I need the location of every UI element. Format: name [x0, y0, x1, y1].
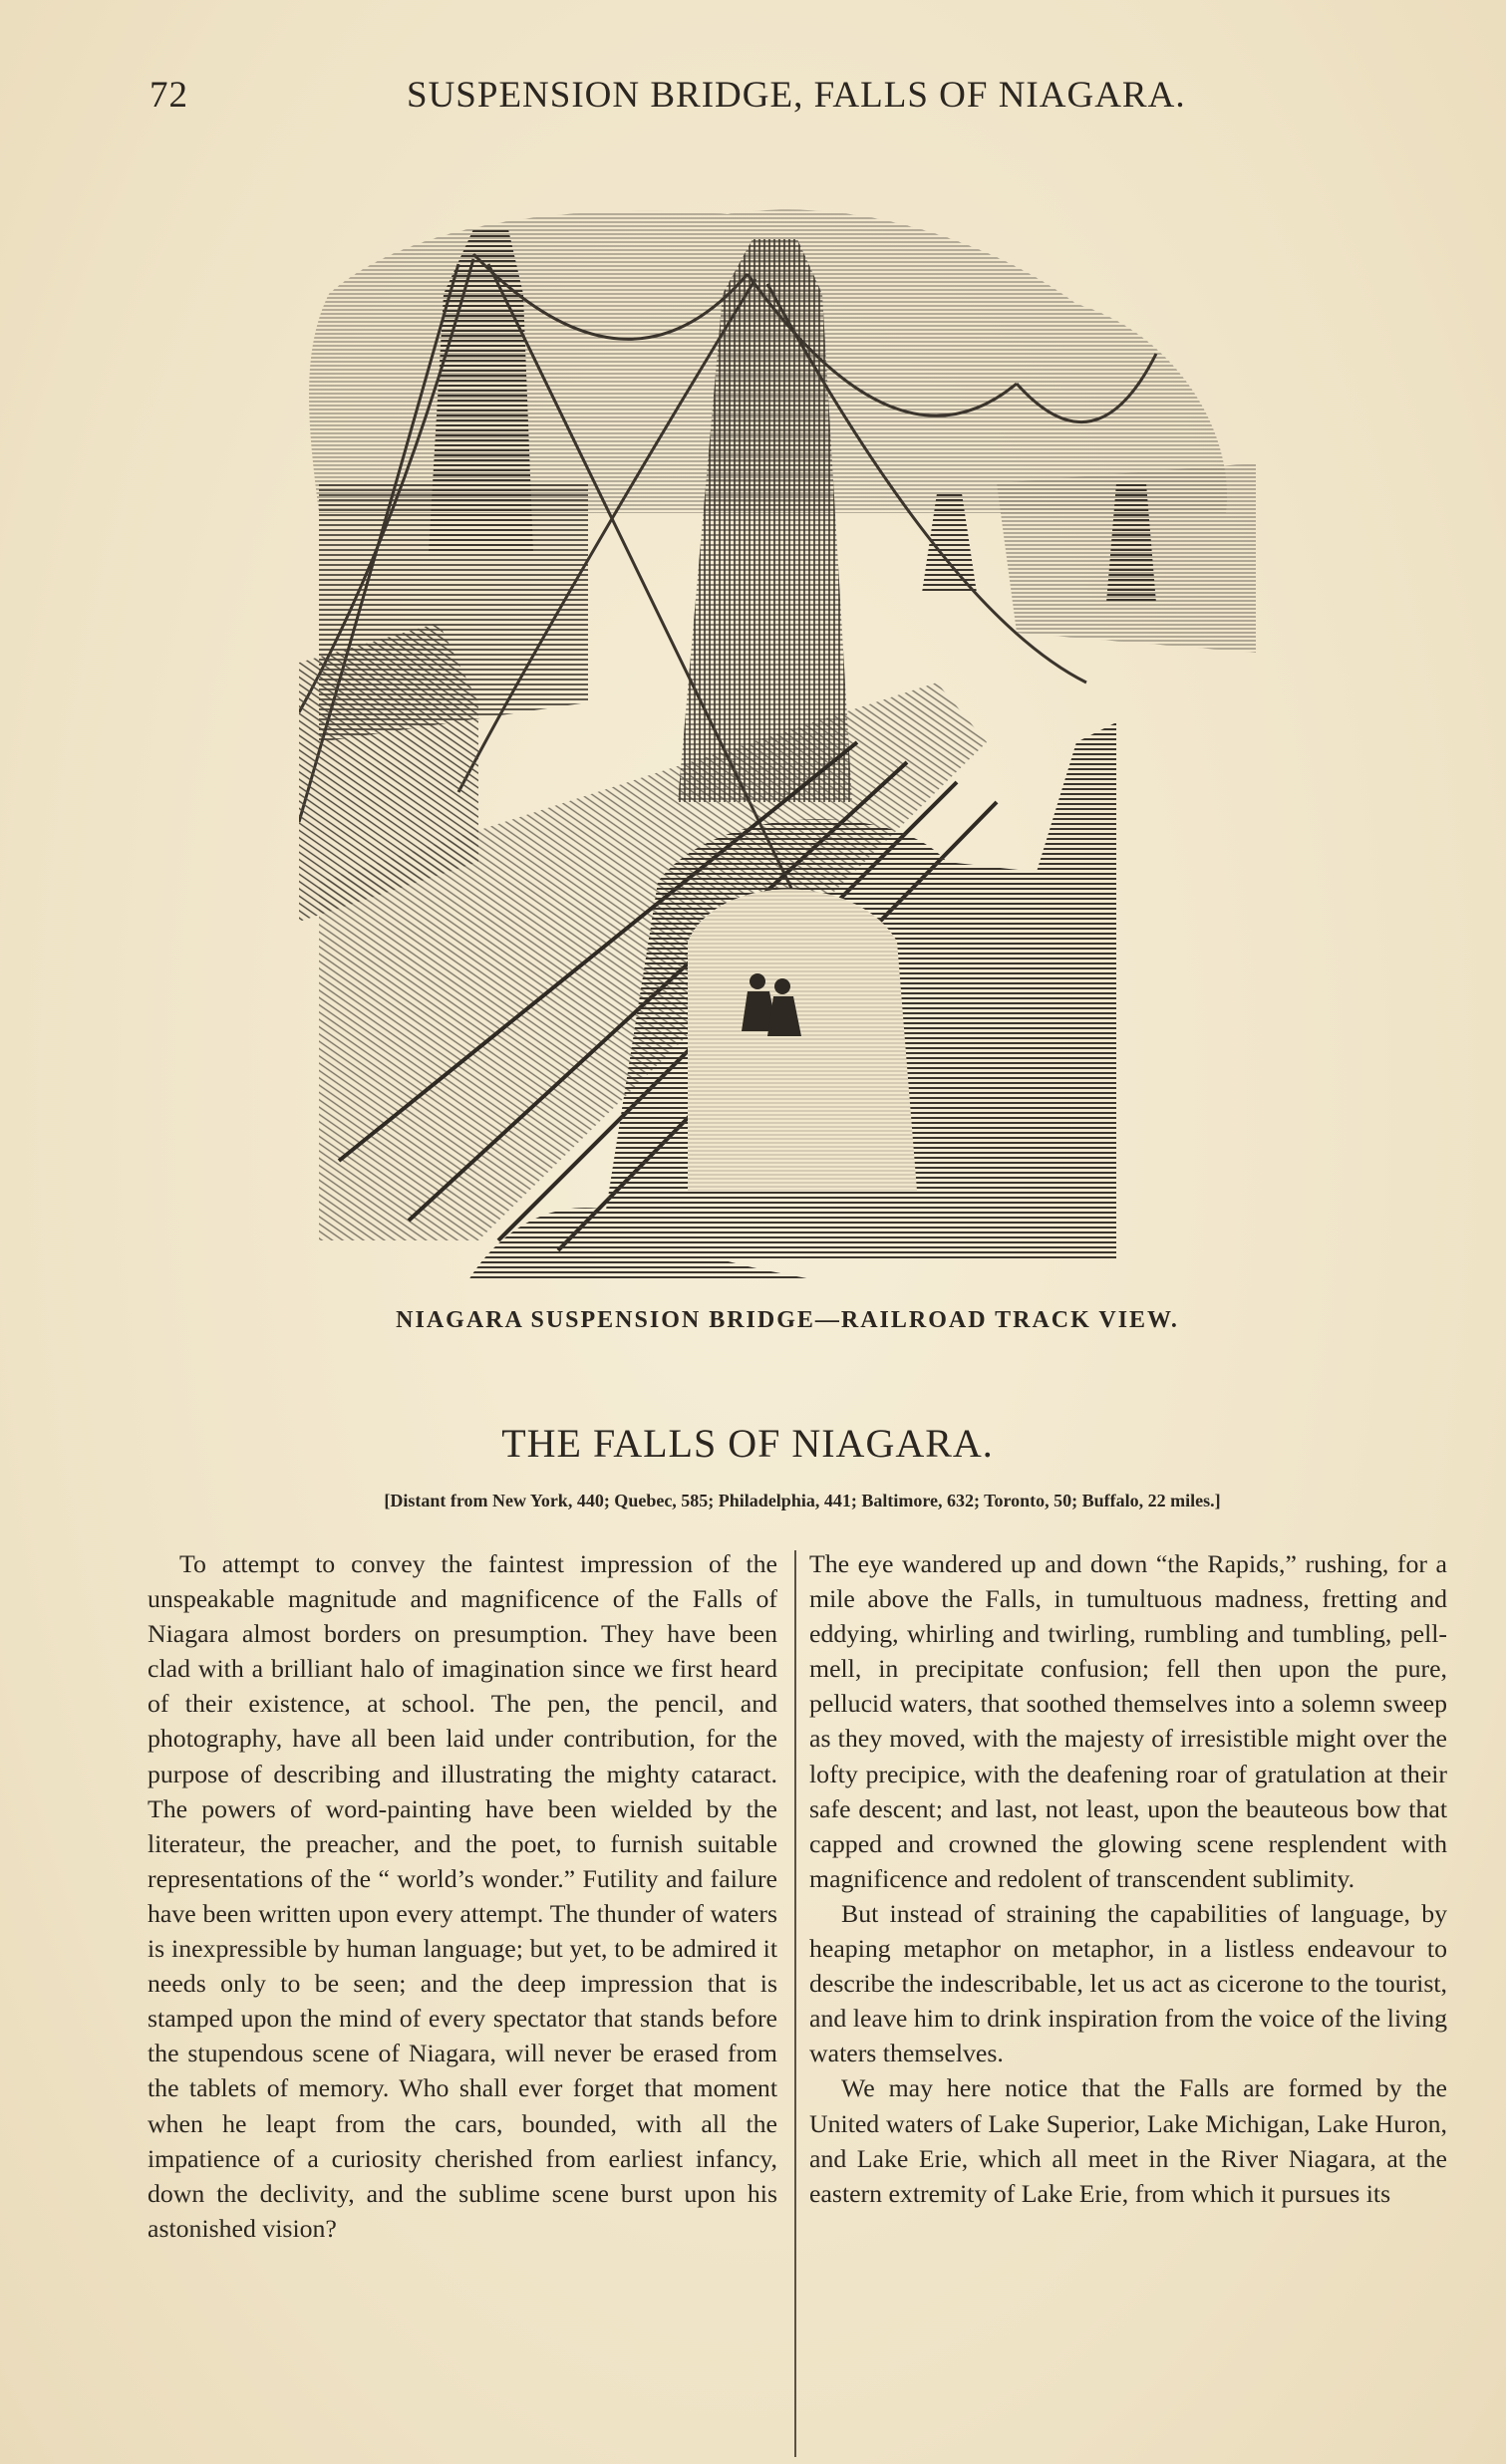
- suspension-bridge-engraving: [299, 184, 1266, 1290]
- running-title: SUSPENSION BRIDGE, FALLS OF NIAGARA.: [407, 75, 1186, 116]
- left-column: [148, 1546, 777, 2246]
- illustration-caption: NIAGARA SUSPENSION BRIDGE—RAILROAD TRACK VIEW.: [396, 1307, 1179, 1333]
- page-number: 72: [150, 75, 188, 116]
- paragraph: But instead of straining the capabilities of language, by heaping metaphor on metaphor, in a listless endeavour to describe the indescribable, let us act as cicerone to the tourist, and leave him to drink inspiration from the voice of the living waters themselves.: [809, 1898, 1447, 2068]
- right-column: [809, 1546, 1447, 2211]
- paragraph: We may here notice that the Falls are formed by the United waters of Lake Superior, Lake Michigan, Lake Huron, and Lake Erie, which all meet in the River Niagara, at the eastern extremity of Lake Erie, from which it pursues its: [809, 2073, 1447, 2208]
- column-divider: [794, 1550, 796, 2457]
- section-title: THE FALLS OF NIAGARA.: [501, 1421, 994, 1466]
- page-header: [150, 74, 1445, 124]
- distances-note: [Distant from New York, 440; Quebec, 585; Philadelphia, 441; Baltimore, 632; Toronto, 50; Buffalo, 22 miles.]: [384, 1491, 1221, 1510]
- paragraph: The eye wandered up and down “the Rapids,” rushing, for a mile above the Falls, in tumultuous madness, fretting and eddying, whirling and twirling, rumbling and tumbling, pell-mell, in precipitate confusion; fell then upon the pure, pellucid waters, that soothed themselves into a solemn sweep as they moved, with the majesty of irresistible might over the lofty precipice, with the deafening roar of gratulation at their safe descent; and last, not least, upon the beauteous bow that capped and crowned the glowing scene resplendent with magnificence and redolent of transcendent sublimity.: [809, 1549, 1447, 1893]
- paragraph: To attempt to convey the faintest impression of the unspeakable magnitude and magnificence of the Falls of Niagara almost borders on presumption. They have been clad with a brilliant halo of imagination since we first heard of their existence, at school. The pen, the pencil, and photography, have all been laid under contribution, for the purpose of describing and illustrating the mighty cataract. The powers of word-painting have been wielded by the literateur, the preacher, and the poet, to furnish suitable representations of the “ world’s wonder.” Futility and failure have been written upon every attempt. The thunder of waters is inexpressible by human language; but yet, to be admired it needs only to be seen; and the deep impression that is stamped upon the mind of every spectator that stands before the stupendous scene of Niagara, will never be erased from the tablets of memory. Who shall ever forget that moment when he leapt from the cars, bounded, with all the impatience of a curiosity cherished from earliest infancy, down the declivity, and the sublime scene burst upon his astonished vision?: [148, 1549, 777, 2243]
